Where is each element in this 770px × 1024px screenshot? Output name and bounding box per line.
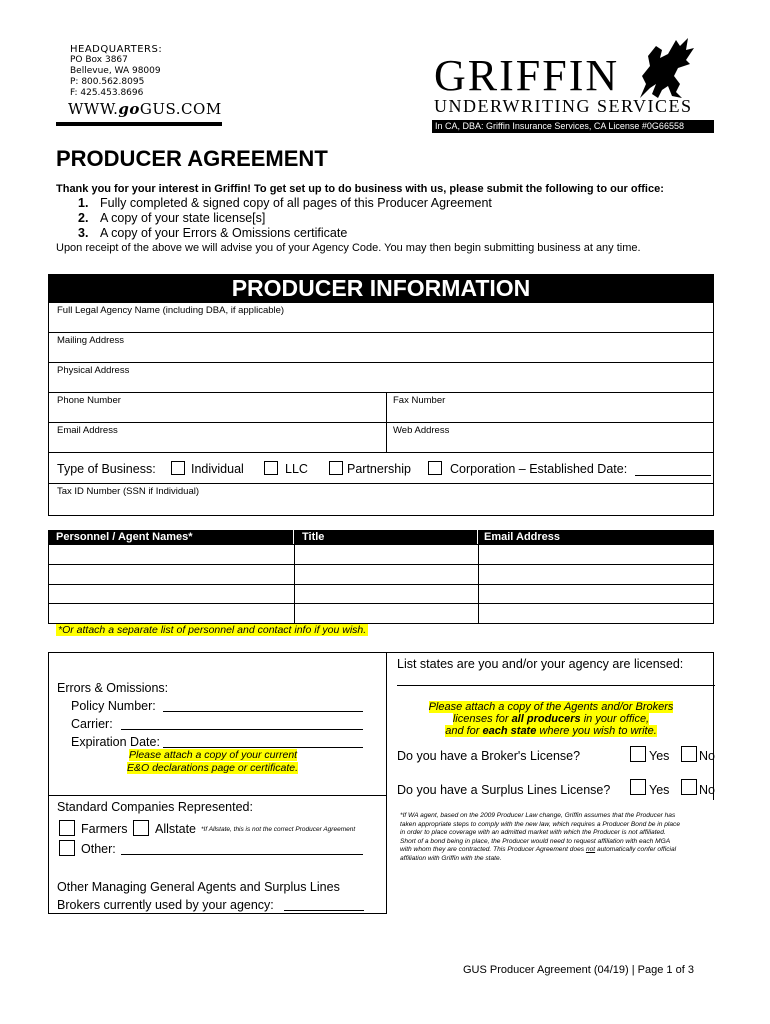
broker-no-checkbox[interactable] <box>681 746 697 762</box>
eo-box <box>48 652 387 796</box>
page-footer: GUS Producer Agreement (04/19) | Page 1 of 3 <box>463 964 694 976</box>
farmers-checkbox[interactable] <box>59 820 75 836</box>
allstate-label: Allstate <box>155 822 196 836</box>
web-address-field[interactable] <box>386 422 714 453</box>
licensed-states-input[interactable] <box>397 685 715 686</box>
agency-name-field[interactable] <box>48 302 714 333</box>
requirement-item: 3. A copy of your Errors & Omissions certificate <box>78 226 348 240</box>
brand-subtitle: UNDERWRITING SERVICES <box>434 96 693 116</box>
web-label: Web Address <box>393 425 450 436</box>
corporation-label: Corporation – Established Date: <box>450 462 628 476</box>
phone-number-field[interactable] <box>48 392 387 423</box>
individual-checkbox[interactable] <box>171 461 185 475</box>
hq-city: Bellevue, WA 98009 <box>70 66 161 76</box>
personnel-note: *Or attach a separate list of personnel and contact info if you wish. <box>58 624 367 636</box>
allstate-note: *If Allstate, this is not the correct Producer Agreement <box>201 826 356 833</box>
surplus-no-checkbox[interactable] <box>681 779 697 795</box>
personnel-title-header: Title <box>294 530 477 544</box>
wa-producer-note: *If WA agent, based on the 2009 Producer Law change, Griffin assumes that the Producer has taken appropriate steps to comply with the new law, which requires a Producer Bond be in place in order to place coverage with an admitted market with which the Producer is not affiliated. Short of a bond being in place, the Producer would need to request affiliation with each MGA with whom they are contracted. This Producer Agreement does not automatically confer official affiliation with Griffin with the state. <box>400 812 681 862</box>
hq-po-box: PO Box 3867 <box>70 55 128 65</box>
eo-attach-note: Please attach a copy of your current <box>129 749 298 761</box>
www-suffix: GUS.COM <box>139 100 222 118</box>
personnel-title-cell[interactable] <box>294 564 479 585</box>
page-title: PRODUCER AGREEMENT <box>56 146 328 171</box>
www-go: go <box>118 100 140 118</box>
established-date-input[interactable] <box>635 475 711 476</box>
partnership-checkbox[interactable] <box>329 461 343 475</box>
tax-id-field[interactable] <box>48 483 714 516</box>
personnel-email-cell[interactable] <box>478 544 714 565</box>
other-label: Other: <box>81 842 116 856</box>
farmers-label: Farmers <box>81 822 128 836</box>
mga-input[interactable] <box>284 910 364 911</box>
upon-receipt-text: Upon receipt of the above we will advise you of your Agency Code. You may then begin submitting business at any time. <box>56 242 641 254</box>
agency-name-label: Full Legal Agency Name (including DBA, if applicable) <box>57 305 285 316</box>
other-input[interactable] <box>121 854 363 855</box>
personnel-title-cell[interactable] <box>294 603 479 624</box>
expiration-date-label: Expiration Date: <box>71 735 160 749</box>
llc-checkbox[interactable] <box>264 461 278 475</box>
allstate-checkbox[interactable] <box>133 820 149 836</box>
personnel-names-header: Personnel / Agent Names* <box>48 530 293 544</box>
personnel-name-cell[interactable] <box>48 544 295 565</box>
producer-info-heading: PRODUCER INFORMATION <box>48 274 714 302</box>
phone-label: Phone Number <box>57 395 121 406</box>
eo-attach-note: E&O declarations page or certificate. <box>127 762 299 774</box>
policy-number-label: Policy Number: <box>71 699 156 713</box>
surplus-license-question: Do you have a Surplus Lines License? <box>397 783 611 797</box>
policy-number-input[interactable] <box>163 711 363 712</box>
standard-companies-box <box>48 795 387 914</box>
physical-address-field[interactable] <box>48 362 714 393</box>
fax-number-field[interactable] <box>386 392 714 423</box>
broker-license-question: Do you have a Broker's License? <box>397 749 581 763</box>
personnel-email-header: Email Address <box>478 530 714 544</box>
hq-phone: P: 800.562.8095 <box>70 77 145 87</box>
requirements-list <box>78 196 492 241</box>
personnel-email-cell[interactable] <box>478 584 714 604</box>
surplus-yes-checkbox[interactable] <box>630 779 646 795</box>
hq-fax: F: 425.453.8696 <box>70 88 144 98</box>
personnel-email-cell[interactable] <box>478 603 714 624</box>
license-attach-line: Please attach a copy of the Agents and/or Brokers <box>428 701 674 713</box>
mga-label-line1: Other Managing General Agents and Surplus Lines <box>57 880 340 894</box>
personnel-name-cell[interactable] <box>48 603 295 624</box>
hq-title: HEADQUARTERS: <box>70 44 163 55</box>
tax-id-label: Tax ID Number (SSN if Individual) <box>57 486 200 497</box>
physical-address-label: Physical Address <box>57 365 130 376</box>
header-divider <box>56 122 222 126</box>
personnel-name-cell[interactable] <box>48 564 295 585</box>
mailing-address-field[interactable] <box>48 332 714 363</box>
requirement-item: 1. Fully completed & signed copy of all pages of this Producer Agreement <box>78 196 492 210</box>
requirement-item: 2. A copy of your state license[s] <box>78 211 266 225</box>
griffin-logo-icon <box>632 36 696 102</box>
other-checkbox[interactable] <box>59 840 75 856</box>
type-of-business-row <box>48 452 714 484</box>
expiration-date-input[interactable] <box>163 747 363 748</box>
brand-logo-text: GRIFFIN <box>434 51 620 100</box>
broker-no-label: No <box>699 749 715 763</box>
personnel-title-cell[interactable] <box>294 584 479 604</box>
headquarters-block <box>70 44 162 99</box>
licensing-box <box>386 652 714 800</box>
carrier-label: Carrier: <box>71 717 113 731</box>
licensed-states-label: List states are you and/or your agency are licensed: <box>397 657 684 671</box>
personnel-name-cell[interactable] <box>48 584 295 604</box>
type-of-business-label: Type of Business: <box>57 462 156 476</box>
license-banner: In CA, DBA: Griffin Insurance Services, CA License #0G66558 <box>432 120 714 133</box>
partnership-label: Partnership <box>347 462 411 476</box>
personnel-title-cell[interactable] <box>294 544 479 565</box>
personnel-table <box>48 530 714 624</box>
personnel-email-cell[interactable] <box>478 564 714 585</box>
license-attach-note: Please attach a copy of the Agents and/or Brokers licenses for all producers in your office, and for each state where you wish to write. <box>428 701 674 737</box>
www-prefix: WWW. <box>68 100 119 118</box>
email-address-field[interactable] <box>48 422 387 453</box>
license-banner-end <box>696 120 714 133</box>
broker-yes-checkbox[interactable] <box>630 746 646 762</box>
surplus-yes-label: Yes <box>649 783 670 797</box>
intro-text: Thank you for your interest in Griffin! To get set up to do business with us, please submit the following to our office: <box>56 183 664 195</box>
llc-label: LLC <box>285 462 308 476</box>
mga-label-line2: Brokers currently used by your agency: <box>57 898 274 912</box>
corporation-checkbox[interactable] <box>428 461 442 475</box>
email-label: Email Address <box>57 425 118 436</box>
individual-label: Individual <box>191 462 244 476</box>
website-link[interactable] <box>68 100 222 118</box>
mailing-address-label: Mailing Address <box>57 335 125 346</box>
surplus-no-label: No <box>699 783 715 797</box>
broker-yes-label: Yes <box>649 749 670 763</box>
standard-companies-heading: Standard Companies Represented: <box>57 800 253 814</box>
carrier-input[interactable] <box>121 729 363 730</box>
eo-heading: Errors & Omissions: <box>57 681 169 695</box>
fax-label: Fax Number <box>393 395 446 406</box>
